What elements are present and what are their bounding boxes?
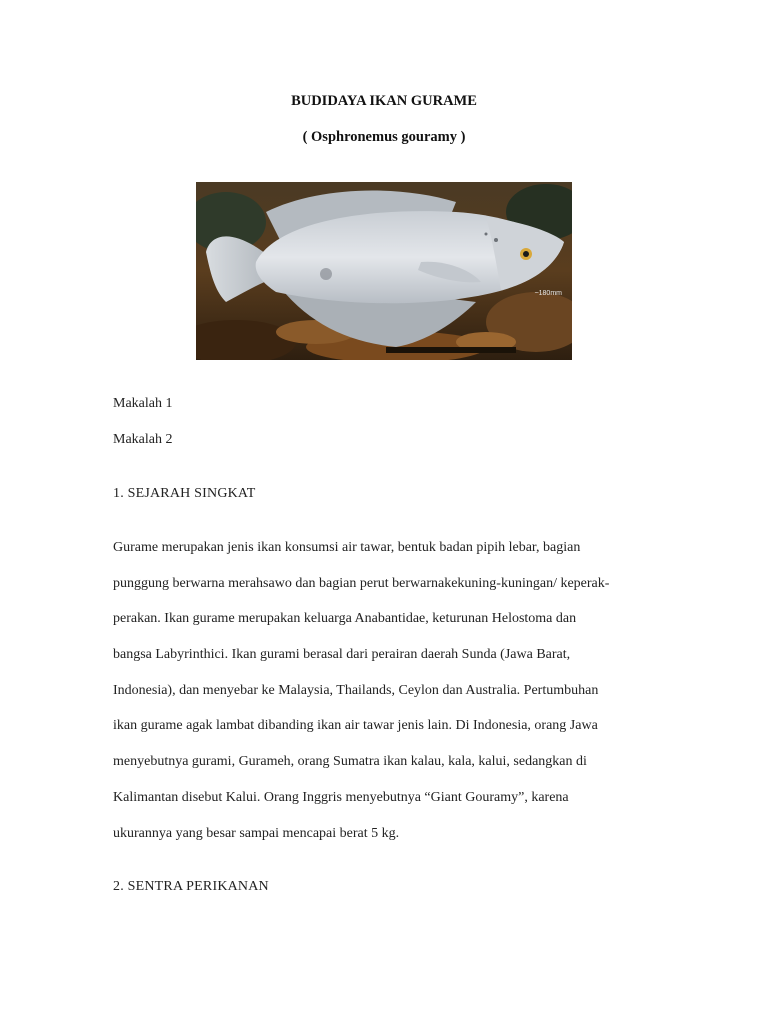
- link-makalah-1[interactable]: Makalah 1: [113, 396, 173, 411]
- page-title: BUDIDAYA IKAN GURAME: [291, 93, 477, 109]
- fish-photo: [196, 182, 572, 360]
- scale-label: ~180mm: [534, 290, 562, 297]
- section-heading-sentra: 2. SENTRA PERIKANAN: [113, 879, 269, 894]
- paragraph-line: menyebutnya gurami, Gurameh, orang Sumatra ikan kalau, kala, kalui, sedangkan di: [113, 754, 587, 769]
- paragraph-line: bangsa Labyrinthici. Ikan gurami berasal dari perairan daerah Sunda (Jawa Barat,: [113, 647, 571, 662]
- paragraph-line: punggung berwarna merahsawo dan bagian perut berwarnakekuning-kuningan/ keperak-: [113, 576, 610, 591]
- paragraph-line: Gurame merupakan jenis ikan konsumsi air tawar, bentuk badan pipih lebar, bagian: [113, 540, 581, 555]
- paragraph-line: ikan gurame agak lambat dibanding ikan air tawar jenis lain. Di Indonesia, orang Jawa: [113, 718, 598, 733]
- paragraph-line: ukurannya yang besar sampai mencapai berat 5 kg.: [113, 826, 400, 841]
- link-makalah-2[interactable]: Makalah 2: [113, 432, 173, 447]
- paragraph-line: perakan. Ikan gurame merupakan keluarga Anabantidae, keturunan Helostoma dan: [113, 611, 577, 626]
- section-heading-sejarah: 1. SEJARAH SINGKAT: [113, 486, 256, 501]
- page-subtitle: ( Osphronemus gouramy ): [302, 129, 466, 145]
- paragraph-line: Indonesia), dan menyebar ke Malaysia, Thailands, Ceylon dan Australia. Pertumbuhan: [113, 683, 599, 698]
- paragraph-line: Kalimantan disebut Kalui. Orang Inggris menyebutnya “Giant Gouramy”, karena: [113, 790, 569, 805]
